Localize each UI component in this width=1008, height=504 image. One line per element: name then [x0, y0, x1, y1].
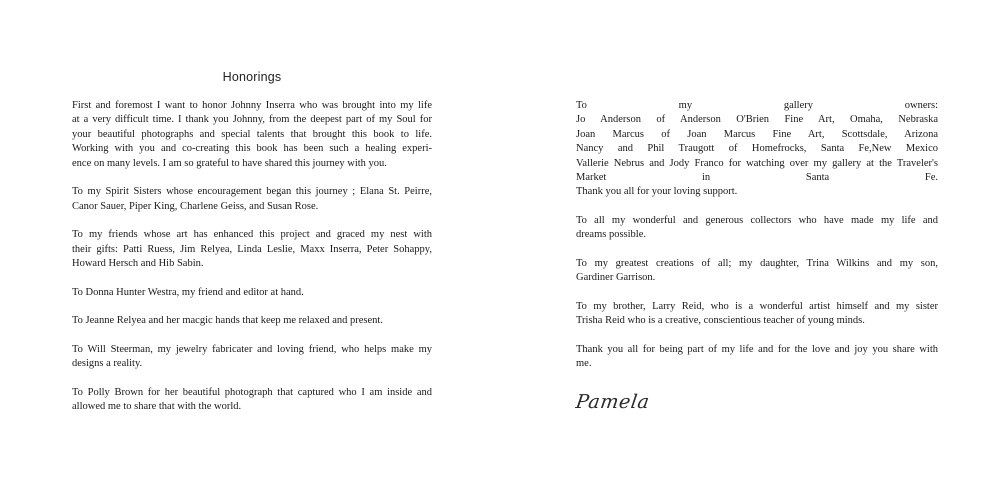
text-line: at a very difficult time. I thank you Johnny, from the deepest part of my Soul for — [72, 114, 432, 126]
text-line: Joan Marcus of Joan Marcus Fine Art, Scottsdale, Arizona — [576, 128, 938, 140]
text-line: To my friends whose art has enhanced this project and graced my nest with — [72, 229, 432, 241]
text-line: Gardiner Garrison. — [576, 272, 656, 284]
paragraph — [72, 343, 432, 372]
paragraph — [576, 214, 938, 243]
text-line: dreams possible. — [576, 229, 646, 241]
text-line: their gifts: Patti Ruess, Jim Relyea, Linda Leslie, Maxx Inserra, Peter Sohappy, — [72, 243, 432, 255]
text-line: allowed me to share that with the world. — [72, 401, 242, 413]
text-line: To Will Steerman, my jewelry fabricater and loving friend, who helps make my — [72, 343, 432, 355]
text-line: To my brother, Larry Reid, who is a wonderful artist himself and my sister — [576, 301, 938, 313]
right-text-column — [576, 99, 938, 386]
right-page — [504, 0, 1008, 504]
left-text-column — [72, 99, 432, 429]
text-line: Thank you all for being part of my life and for the love and joy you share with — [576, 344, 938, 356]
text-line: Vallerie Nebrus and Jody Franco for watching over my gallery at the Traveler's — [576, 157, 938, 169]
text-line: Thank you all for your loving support. — [576, 186, 738, 198]
text-line: To my greatest creations of all; my daughter, Trina Wilkins and my son, — [576, 258, 938, 270]
text-line: designs a reality. — [72, 358, 143, 370]
paragraph — [576, 99, 938, 200]
text-line: Canor Sauer, Piper King, Charlene Geiss, and Susan Rose. — [72, 200, 319, 212]
signature: Pamela — [574, 391, 652, 413]
paragraph — [576, 300, 938, 329]
text-line: Working with you and co-creating this book has been such a healing experi- — [72, 143, 432, 155]
paragraph — [72, 386, 432, 415]
text-line: your beautiful photographs and special talents that brought this book to life. — [72, 128, 432, 140]
text-line: Market in Santa Fe. — [576, 172, 938, 184]
paragraph — [72, 99, 432, 171]
paragraph — [576, 257, 938, 286]
text-line: To all my wonderful and generous collectors who have made my life and — [576, 215, 938, 227]
text-line: To Polly Brown for her beautiful photograph that captured who I am inside and — [72, 386, 432, 398]
text-line: Nancy and Phil Traugott of Homefrocks, Santa Fe,New Mexico — [576, 143, 938, 155]
paragraph — [576, 343, 938, 372]
text-line: Trisha Reid who is a creative, conscientious teacher of young minds. — [576, 315, 865, 327]
text-line: To my Spirit Sisters whose encouragement began this journey ; Elana St. Peirre, — [72, 186, 432, 198]
text-line: To Jeanne Relyea and her macgic hands that keep me relaxed and present. — [72, 315, 383, 327]
paragraph — [72, 286, 432, 300]
text-line: Jo Anderson of Anderson O'Brien Fine Art, Omaha, Nebraska — [576, 114, 938, 126]
text-line: To Donna Hunter Westra, my friend and editor at hand. — [72, 286, 304, 298]
text-line: First and foremost I want to honor Johnny Inserra who was brought into my life — [72, 100, 432, 111]
paragraph — [72, 185, 432, 214]
text-line: ence on many levels. I am so grateful to have shared this journey with you. — [72, 157, 387, 169]
page-heading: Honorings — [222, 70, 282, 84]
paragraph — [72, 228, 432, 271]
text-line: To my gallery owners: — [576, 100, 938, 111]
text-line: me. — [576, 358, 592, 370]
text-line: Howard Hersch and Hib Sabin. — [72, 258, 204, 270]
paragraph — [72, 314, 432, 328]
